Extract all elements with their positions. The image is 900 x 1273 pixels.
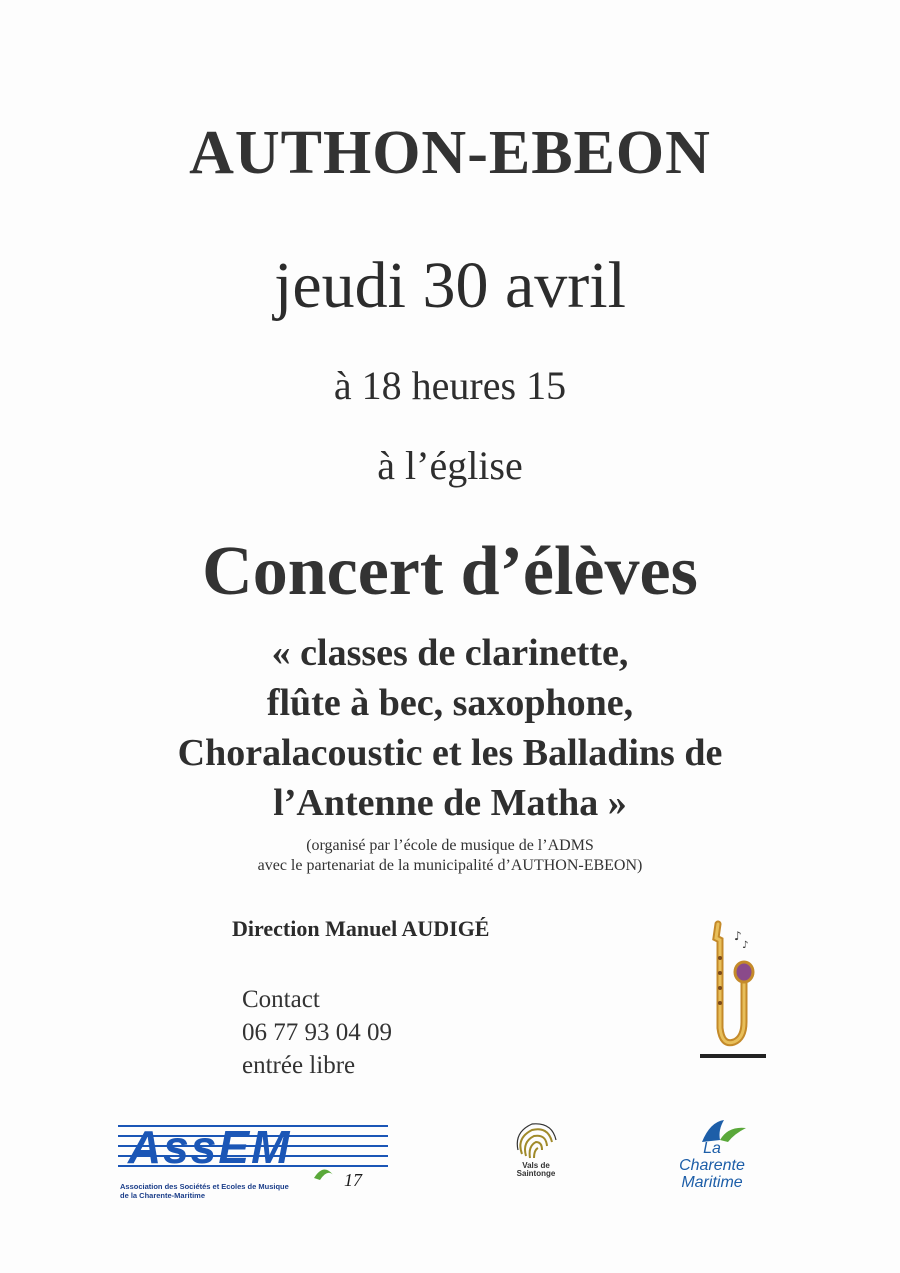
vals-de-saintonge-logo: [502, 1118, 570, 1204]
vals-label: [502, 1162, 570, 1178]
assem-wordmark: AssEM: [128, 1121, 292, 1173]
assem-subtitle-line: Association des Sociétés et Ecoles de Musique: [120, 1182, 289, 1191]
direction-credit: Direction Manuel AUDIGÉ: [232, 916, 490, 941]
charente-maritime-logo: [662, 1118, 762, 1198]
saxophone-illustration: [700, 918, 766, 1064]
svg-text:♪: ♪: [734, 929, 742, 943]
classes-line: flûte à bec, saxophone,: [266, 682, 634, 724]
saxophone-icon: [700, 918, 766, 1064]
fingerprint-icon: [502, 1118, 570, 1162]
organizer-line: (organisé par l’école de musique de l’ADMS: [306, 837, 594, 854]
assem-logo: [118, 1118, 398, 1204]
organizer-line: avec le partenariat de la municipalité d’AUTHON-EBEON): [257, 857, 643, 874]
svg-text:♪: ♪: [742, 940, 749, 951]
charente-line: Maritime: [681, 1174, 743, 1191]
event-time: à 18 heures 15: [333, 363, 567, 408]
concert-title: Concert d’élèves: [202, 533, 698, 610]
organizer-note: [0, 836, 900, 876]
vals-line: Saintonge: [516, 1169, 556, 1178]
classes-line: l’Antenne de Matha »: [273, 782, 627, 824]
classes-description: [0, 628, 900, 828]
classes-line: « classes de clarinette,: [271, 632, 629, 674]
assem-subtitle-line: de la Charente-Maritime: [120, 1191, 206, 1200]
vals-line: Vals de: [522, 1161, 550, 1170]
event-date: jeudi 30 avril: [274, 249, 626, 322]
town-heading: AUTHON-EBEON: [189, 119, 711, 187]
assem-number: 17: [344, 1170, 362, 1190]
classes-line: Choralacoustic et les Balladins de: [177, 732, 723, 774]
contact-block: [242, 983, 392, 1082]
entry-note: entrée libre: [242, 1052, 356, 1079]
assem-subtitle: [120, 1182, 289, 1200]
event-place: à l’église: [377, 443, 523, 488]
contact-phone: 06 77 93 04 09: [242, 1019, 392, 1046]
charente-label: [662, 1140, 762, 1191]
charente-line: Charente: [679, 1157, 745, 1174]
charente-line: La: [703, 1140, 721, 1157]
contact-label: Contact: [242, 986, 320, 1013]
